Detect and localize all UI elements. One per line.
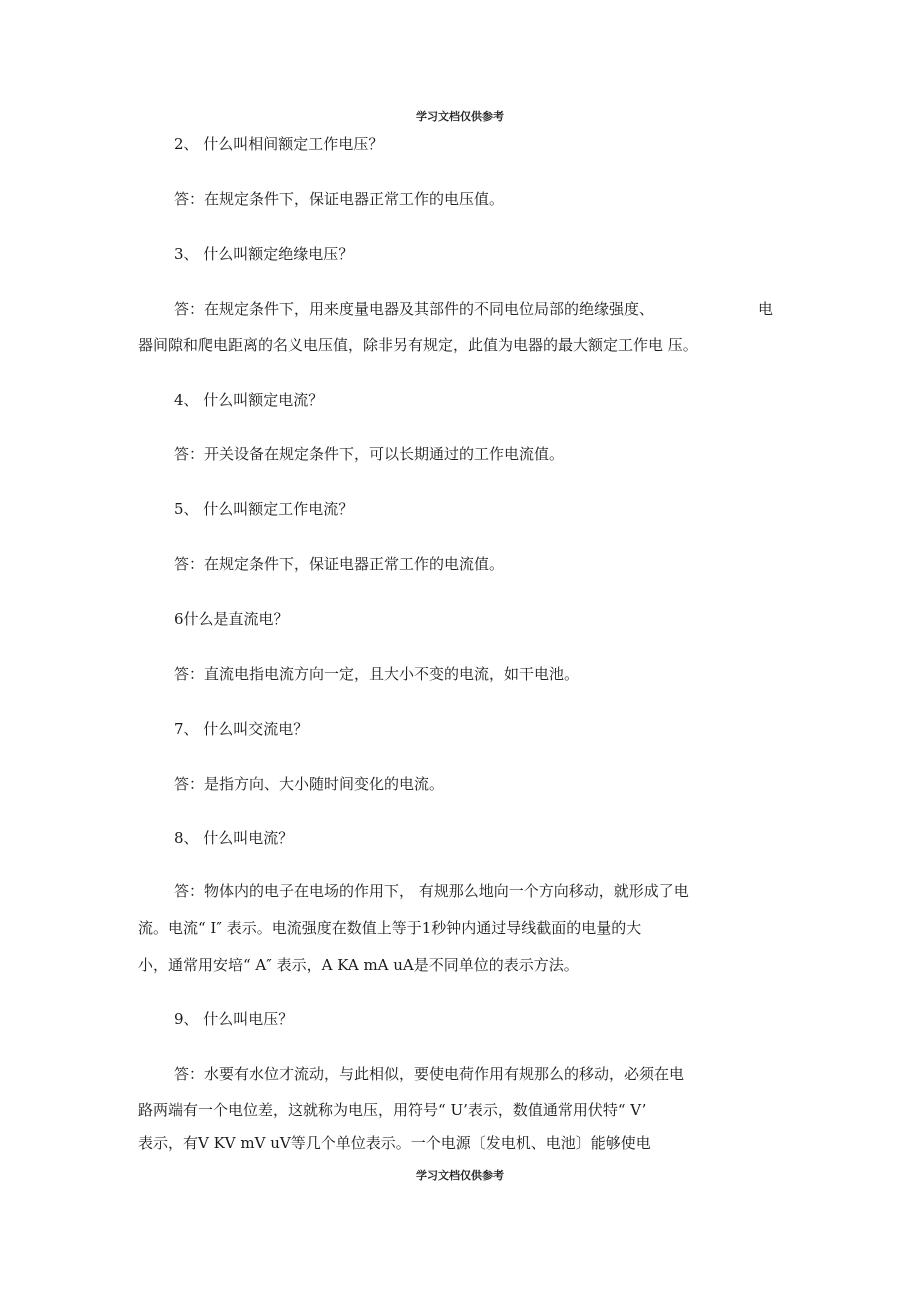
answer-8-line-2: 流。电流“ I″ 表示。电流强度在数值上等于1秒钟内通过导线截面的电量的大 bbox=[138, 919, 642, 937]
question-9: 9、 什么叫电压？ bbox=[174, 1010, 294, 1028]
answer-3-line-1: 答：在规定条件下，用来度量电器及其部件的不同电位局部的绝缘强度、 bbox=[174, 300, 655, 318]
answer-5: 答：在规定条件下，保证电器正常工作的电流值。 bbox=[174, 555, 505, 573]
answer-8-line-3: 小，通常用安培“ A″ 表示，A KA mA uA是不同单位的表示方法。 bbox=[138, 956, 579, 974]
answer-2: 答：在规定条件下，保证电器正常工作的电压值。 bbox=[174, 190, 505, 208]
question-3: 3、 什么叫额定绝缘电压？ bbox=[174, 245, 354, 263]
page-footer: 学习文档仅供参考 bbox=[416, 1169, 504, 1182]
answer-9-line-1: 答：水要有水位才流动，与此相似，要使电荷作用有规那么的移动，必须在电 bbox=[174, 1065, 685, 1083]
question-2: 2、 什么叫相间额定工作电压？ bbox=[174, 135, 384, 153]
question-4: 4、 什么叫额定电流？ bbox=[174, 391, 324, 409]
question-7: 7、 什么叫交流电？ bbox=[174, 720, 309, 738]
answer-6: 答：直流电指电流方向一定，且大小不变的电流，如干电池。 bbox=[174, 665, 580, 683]
page-header: 学习文档仅供参考 bbox=[416, 110, 504, 123]
question-8: 8、 什么叫电流？ bbox=[174, 829, 294, 847]
answer-3-line-2: 器间隙和爬电距离的名义电压值，除非另有规定，此值为电器的最大额定工作电 压。 bbox=[138, 336, 698, 354]
answer-9-line-2: 路两端有一个电位差，这就称为电压，用符号“ U’表示，数值通常用伏特“ V’ bbox=[138, 1101, 647, 1119]
answer-8-line-1: 答：物体内的电子在电场的作用下， 有规那么地向一个方向移动，就形成了电 bbox=[174, 882, 689, 900]
answer-9-line-3: 表示，有V KV mV uV等几个单位表示。一个电源〔发电机、电池〕能够使电 bbox=[138, 1134, 651, 1152]
question-5: 5、 什么叫额定工作电流？ bbox=[174, 500, 354, 518]
answer-7: 答：是指方向、大小随时间变化的电流。 bbox=[174, 775, 445, 793]
question-6: 6什么是直流电？ bbox=[174, 610, 289, 628]
answer-4: 答：开关设备在规定条件下，可以长期通过的工作电流值。 bbox=[174, 445, 565, 463]
answer-3-line-1-end: 电 bbox=[758, 300, 774, 318]
